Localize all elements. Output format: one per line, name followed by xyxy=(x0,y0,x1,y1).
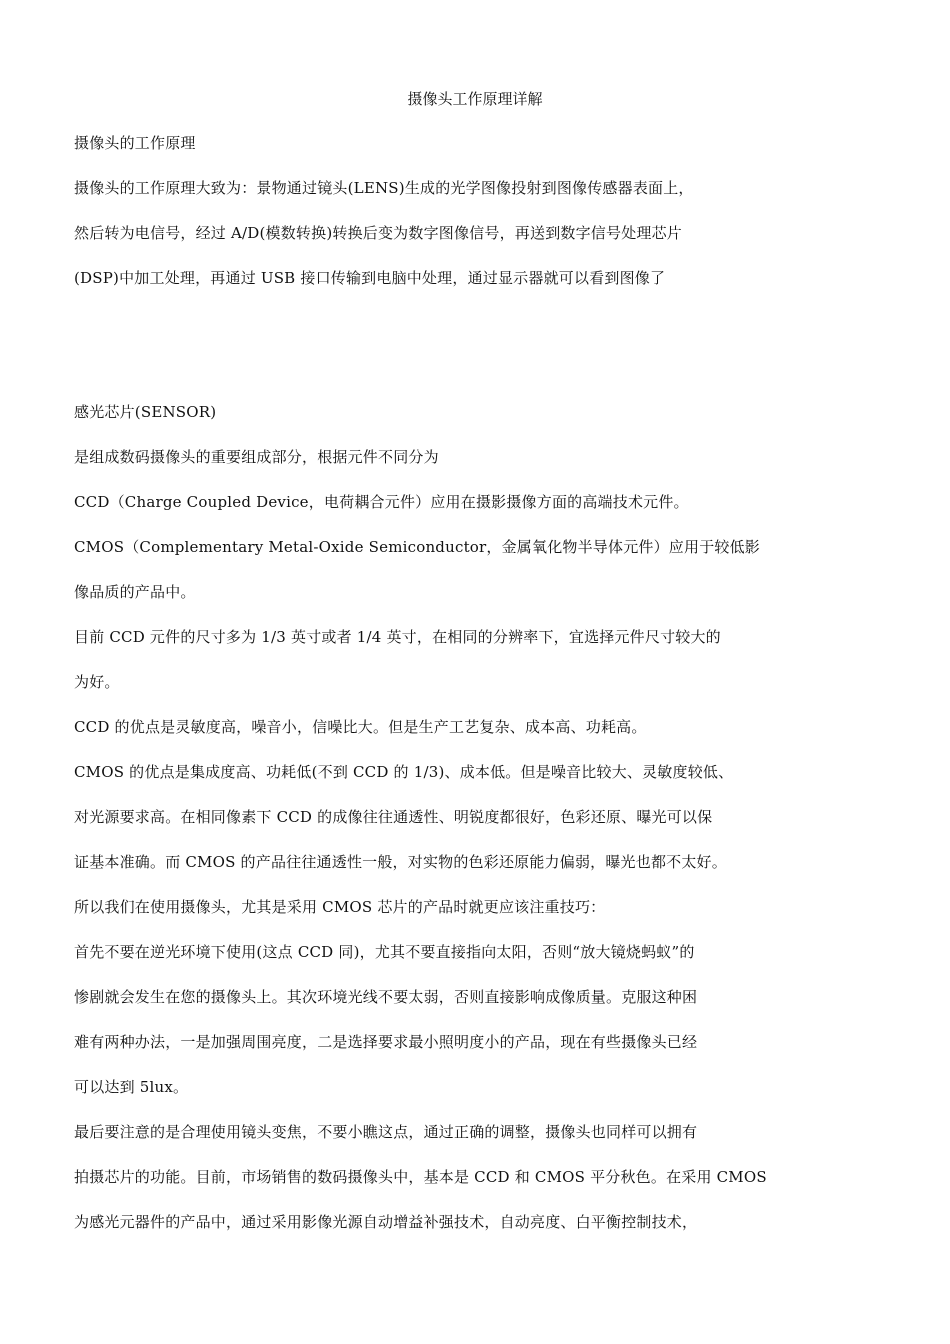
paragraph-line: 为好。 xyxy=(74,673,120,691)
paragraph-line: 首先不要在逆光环境下使用(这点 CCD 同)，尤其不要直接指向太阳，否则“放大镜烧蚂蚁”的 xyxy=(74,943,695,961)
paragraph-line: 证基本准确。而 CMOS 的产品往往通透性一般，对实物的色彩还原能力偏弱，曝光也都不太好。 xyxy=(74,853,727,871)
paragraph-line: CMOS 的优点是集成度高、功耗低(不到 CCD 的 1/3)、成本低。但是噪音比较大、灵敏度较低、 xyxy=(74,763,734,781)
paragraph-line: 像品质的产品中。 xyxy=(74,583,196,601)
paragraph-line: 目前 CCD 元件的尺寸多为 1/3 英寸或者 1/4 英寸，在相同的分辨率下，宜选择元件尺寸较大的 xyxy=(74,628,721,646)
section-heading-working-principle: 摄像头的工作原理 xyxy=(74,134,196,152)
section-heading-sensor: 感光芯片(SENSOR) xyxy=(74,403,217,421)
paragraph-line: 惨剧就会发生在您的摄像头上。其次环境光线不要太弱，否则直接影响成像质量。克服这种困 xyxy=(74,988,698,1006)
paragraph-line: (DSP)中加工处理，再通过 USB 接口传输到电脑中处理，通过显示器就可以看到图像了 xyxy=(74,269,666,287)
paragraph-line: 最后要注意的是合理使用镜头变焦，不要小瞧这点，通过正确的调整，摄像头也同样可以拥有 xyxy=(74,1123,698,1141)
paragraph-line: 为感光元器件的产品中，通过采用影像光源自动增益补强技术，自动亮度、白平衡控制技术， xyxy=(74,1213,698,1231)
paragraph-line: 拍摄芯片的功能。目前，市场销售的数码摄像头中，基本是 CCD 和 CMOS 平分秋色。在采用 CMOS xyxy=(74,1168,767,1186)
page-title: 摄像头工作原理详解 xyxy=(407,90,543,108)
paragraph-line: CCD 的优点是灵敏度高，噪音小，信噪比大。但是生产工艺复杂、成本高、功耗高。 xyxy=(74,718,647,736)
paragraph-line: 是组成数码摄像头的重要组成部分，根据元件不同分为 xyxy=(74,448,439,466)
paragraph-line: 可以达到 5lux。 xyxy=(74,1078,189,1096)
paragraph-line: 然后转为电信号，经过 A/D(模数转换)转换后变为数字图像信号，再送到数字信号处理芯片 xyxy=(74,224,682,242)
paragraph-line: CMOS（Complementary Metal-Oxide Semiconductor，金属氧化物半导体元件）应用于较低影 xyxy=(74,538,760,556)
paragraph-line: 所以我们在使用摄像头，尤其是采用 CMOS 芯片的产品时就更应该注重技巧： xyxy=(74,898,606,916)
paragraph-line: 摄像头的工作原理大致为：景物通过镜头(LENS)生成的光学图像投射到图像传感器表面上， xyxy=(74,179,694,197)
paragraph-line: 难有两种办法，一是加强周围亮度，二是选择要求最小照明度小的产品，现在有些摄像头已经 xyxy=(74,1033,698,1051)
paragraph-line: 对光源要求高。在相同像素下 CCD 的成像往往通透性、明锐度都很好，色彩还原、曝光可以保 xyxy=(74,808,713,826)
paragraph-line: CCD（Charge Coupled Device，电荷耦合元件）应用在摄影摄像方面的高端技术元件。 xyxy=(74,493,689,511)
